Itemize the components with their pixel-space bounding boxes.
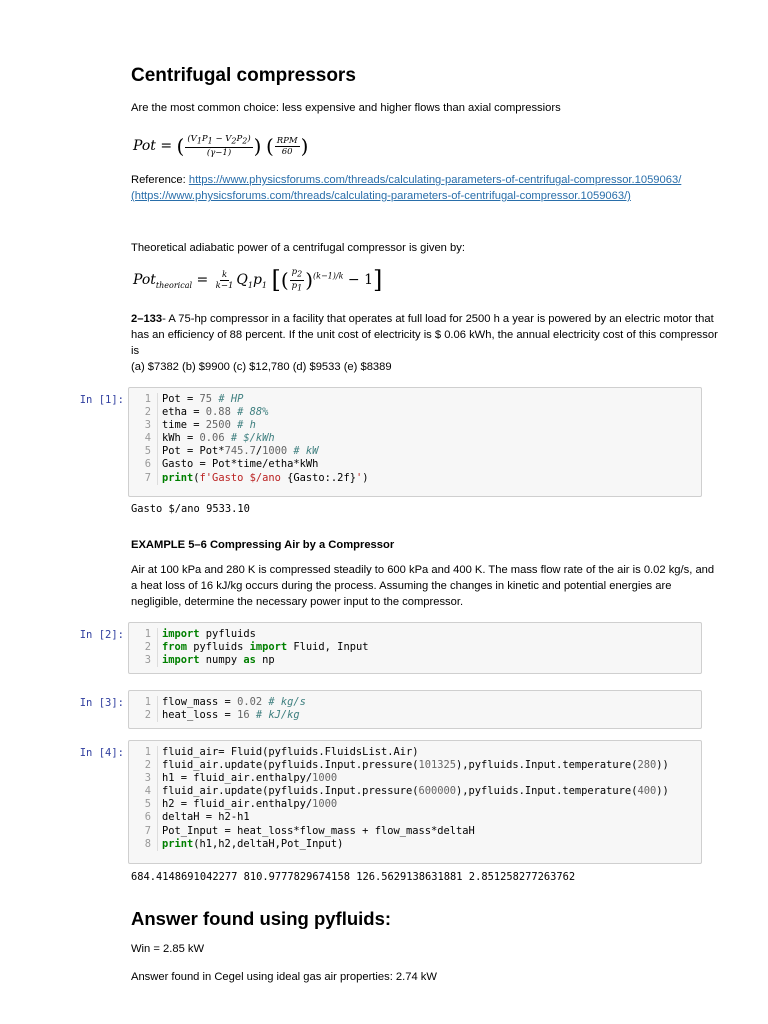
section-heading: Centrifugal compressors xyxy=(131,65,356,86)
code-cell[interactable]: 1 flow_mass = 0.02 # kg/s 2 heat_loss = 16 # kJ/kg xyxy=(128,690,702,729)
cell-output: 684.4148691042277 810.9777829674158 126.5629138631881 2.851258277263762 xyxy=(131,871,576,883)
example-heading: EXAMPLE 5–6 Compressing Air by a Compressor xyxy=(131,539,395,551)
problem-paragraph: 2–133- A 75-hp compressor in a facility that operates at full load for 2500 h a year is powered by an electric motor that has an efficiency of 88 percent. If the unit cost of electricity is $ 0.06 kWh, the annual electricity cost of this compressor is (a) $7382 (b) $9900 (c) $12,780 (d) $9533 (e) $8389 xyxy=(131,313,718,373)
reference-paragraph: Reference: https://www.physicsforums.com/threads/calculating-parameters-of-centrifugal-compressor.1059063/ (https://www.physicsforums.com/threads/calculating-parameters-of-centrifugal-compressor.1059063/) xyxy=(131,174,682,202)
pot-equation: Pot = ( $\frac{(V_1P_1 - V_2P_2)}{(\gamma-1)}$ ) ( $\frac{\text{RPM}}{60}$ ) xyxy=(133,134,309,158)
cell-prompt: In [3]: xyxy=(79,697,124,709)
theoretical-equation: Pot$_{theorical}$ = $\frac{k}{k-1}$ $Q_1p_1$ [( $\frac{p_2}{p_1}$ )$^{(k-1)/k}$ − 1] xyxy=(133,266,383,294)
cell-prompt: In [4]: xyxy=(79,747,124,759)
example-text: Air at 100 kPa and 280 K is compressed steadily to 600 kPa and 400 K. The mass flow rate of the air is 0.02 kg/s, and a heat loss of 16 kJ/kg occurs during the process. Assuming the changes in kinetic and potential energies are negligible, determine the necessary power input to the compressor. xyxy=(131,564,715,608)
adiabatic-text: Theoretical adiabatic power of a centrifugal compressor is given by: xyxy=(131,242,465,254)
intro-text: Are the most common choice: less expensive and higher flows than axial compressiors xyxy=(131,102,561,114)
answer-heading: Answer found using pyfluids: xyxy=(131,908,392,929)
reference-link[interactable]: https://www.physicsforums.com/threads/calculating-parameters-of-centrifugal-compressor.1059063/ (https://www.physicsforums.com/threads/calculating-parameters-of-centrifugal-compressor.1059063/) xyxy=(131,174,682,202)
answer-cegel: Answer found in Cegel using ideal gas air properties: 2.74 kW xyxy=(131,971,437,983)
code-cell[interactable]: 1 Pot = 75 # HP 2 etha = 0.88 # 88% 3 time = 2500 # h 4 kWh = 0.06 # $/kWh 5 Pot = Pot*745.7/1000 # kW 6 Gasto = Pot*time/etha*kWh 7 print(f'Gasto $/ano {Gasto:.2f}') xyxy=(128,387,702,497)
cell-prompt: In [1]: xyxy=(79,394,124,406)
cell-prompt: In [2]: xyxy=(79,629,124,641)
code-cell[interactable]: 1 import pyfluids 2 from pyfluids import Fluid, Input 3 import numpy as np xyxy=(128,622,702,674)
answer-win: Win = 2.85 kW xyxy=(131,943,205,955)
cell-output: Gasto $/ano 9533.10 xyxy=(131,503,250,515)
code-cell[interactable]: 1 fluid_air= Fluid(pyfluids.FluidsList.Air) 2 fluid_air.update(pyfluids.Input.pressure(101325),pyfluids.Input.temperature(280)) 3 h1 = fluid_air.enthalpy/1000 4 fluid_air.update(pyfluids.Input.pressure(600000),pyfluids.Input.temperature(400)) 5 h2 = fluid_air.enthalpy/1000 6 deltaH = h2-h1 7 Pot_Input = heat_loss*flow_mass + flow_mass*deltaH 8 print(h1,h2,deltaH,Pot_Input) xyxy=(128,740,702,864)
